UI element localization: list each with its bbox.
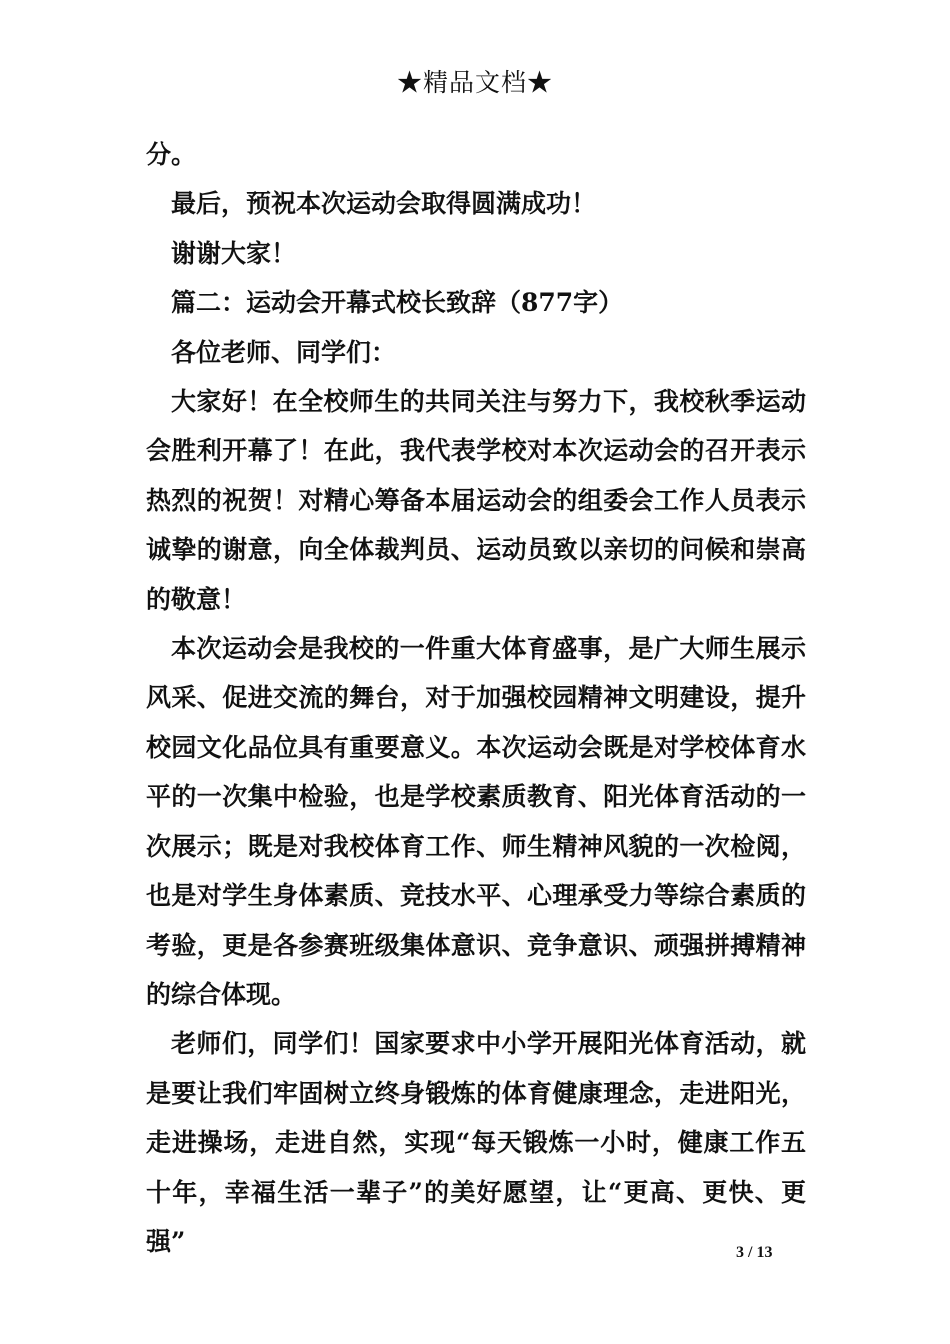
paragraph-closing-wish: 最后，预祝本次运动会取得圆满成功！: [171, 189, 597, 219]
paragraph-greeting: 大家好！在全校师生的共同关注与努力下，我校秋季运动会胜利开幕了！在此，我代表学校对本次运动会的召开表示热烈的祝贺！对精心筹备本届运动会的组委会工作人员表示诚挚的谢意，向全体裁判员、运动员致以亲切的问候和崇高的敬意！: [146, 387, 806, 614]
page-header-title: ★精品文档★: [396, 68, 553, 97]
paragraph-sunshine-sports: 老师们，同学们！国家要求中小学开展阳光体育活动，就是要让我们牢固树立终身锻炼的体育健康理念，走进阳光，走进操场，走进自然，实现“每天锻炼一小时，健康工作五十年，幸福生活一辈子”的美好愿望，让“更高、更快、更强”: [146, 1029, 806, 1256]
paragraph-significance: 本次运动会是我校的一件重大体育盛事，是广大师生展示风采、促进交流的舞台，对于加强校园精神文明建设，提升校园文化品位具有重要意义。本次运动会既是对学校体育水平的一次集中检验，也是学校素质教育、阳光体育活动的一次展示；既是对我校体育工作、师生精神风貌的一次检阅，也是对学生身体素质、竞技水平、心理承受力等综合素质的考验，更是各参赛班级集体意识、竞争意识、顽强拼搏精神的综合体现。: [146, 634, 806, 1009]
document-body: [146, 130, 806, 1266]
paragraph-continuation: 分。: [146, 140, 197, 169]
paragraph-thanks: 谢谢大家！: [171, 238, 297, 268]
page-number: 3 / 13: [736, 1244, 773, 1261]
section-heading: 篇二：运动会开幕式校长致辞（877字）: [171, 288, 624, 318]
paragraph-salutation: 各位老师、同学们：: [171, 337, 397, 367]
